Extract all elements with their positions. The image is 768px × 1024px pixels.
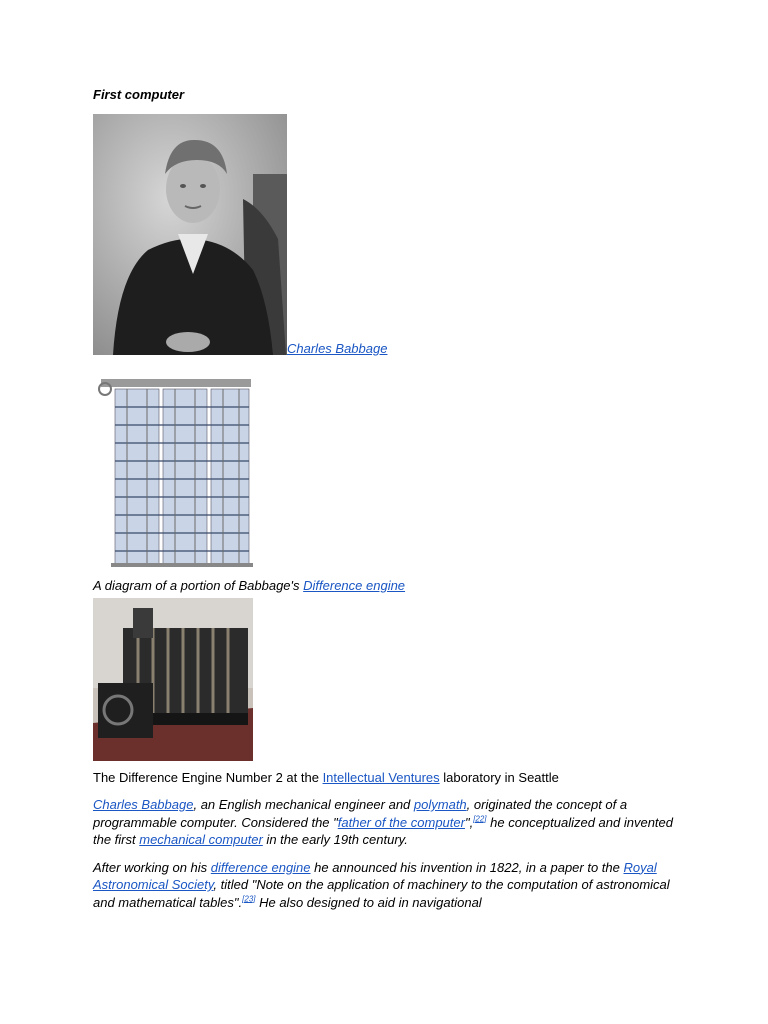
reference-23-link[interactable]: [23] bbox=[242, 894, 256, 904]
intellectual-ventures-link[interactable]: Intellectual Ventures bbox=[322, 770, 440, 785]
para2-text-1: After working on his bbox=[93, 859, 211, 875]
reference-22-link[interactable]: [22] bbox=[473, 814, 487, 824]
section-title: First computer bbox=[93, 87, 185, 102]
father-of-the-computer-link[interactable]: father of the computer bbox=[337, 814, 465, 830]
paragraph-babbage-intro bbox=[93, 796, 683, 849]
para1-text-2: , originated the concept of a programmable computer. Considered the " bbox=[93, 797, 628, 830]
paragraph-difference-engine bbox=[93, 859, 683, 912]
charles-babbage-text-link[interactable]: Charles Babbage bbox=[93, 797, 194, 812]
para2-text-2: he announced his invention in 1822, in a paper to the bbox=[310, 859, 624, 875]
engine-caption-suffix: laboratory in Seattle bbox=[439, 770, 559, 785]
mechanical-computer-link[interactable]: mechanical computer bbox=[139, 832, 263, 847]
royal-astronomical-society-link[interactable]: Royal Astronomical Society bbox=[93, 859, 657, 892]
difference-engine-text-link[interactable]: difference engine bbox=[210, 859, 311, 875]
para1-text-4: he conceptualized and invented the first bbox=[93, 814, 674, 847]
article-section bbox=[93, 86, 683, 911]
para1-text-1: , an English mechanical engineer and bbox=[193, 797, 414, 812]
difference-engine-photo bbox=[93, 598, 253, 761]
para1-text-5: in the early 19th century. bbox=[262, 832, 408, 847]
portrait-image bbox=[93, 114, 287, 355]
difference-engine-diagram bbox=[93, 367, 258, 572]
diagram-caption bbox=[93, 578, 683, 594]
para1-text-3: ", bbox=[464, 814, 474, 830]
portrait-figure bbox=[93, 114, 683, 355]
para2-text-4: He also designed to aid in navigational bbox=[255, 894, 482, 910]
charles-babbage-link[interactable]: Charles Babbage bbox=[287, 341, 388, 356]
engine-caption-prefix: The Difference Engine Number 2 at the bbox=[93, 770, 323, 785]
difference-engine-link[interactable]: Difference engine bbox=[303, 578, 406, 593]
para2-text-3: , titled "Note on the application of machinery to the computation of astronomical and mathematical tables". bbox=[93, 877, 670, 910]
diagram-caption-text: A diagram of a portion of Babbage's bbox=[93, 578, 304, 593]
polymath-link[interactable]: polymath bbox=[413, 797, 467, 812]
engine-caption bbox=[93, 770, 683, 786]
